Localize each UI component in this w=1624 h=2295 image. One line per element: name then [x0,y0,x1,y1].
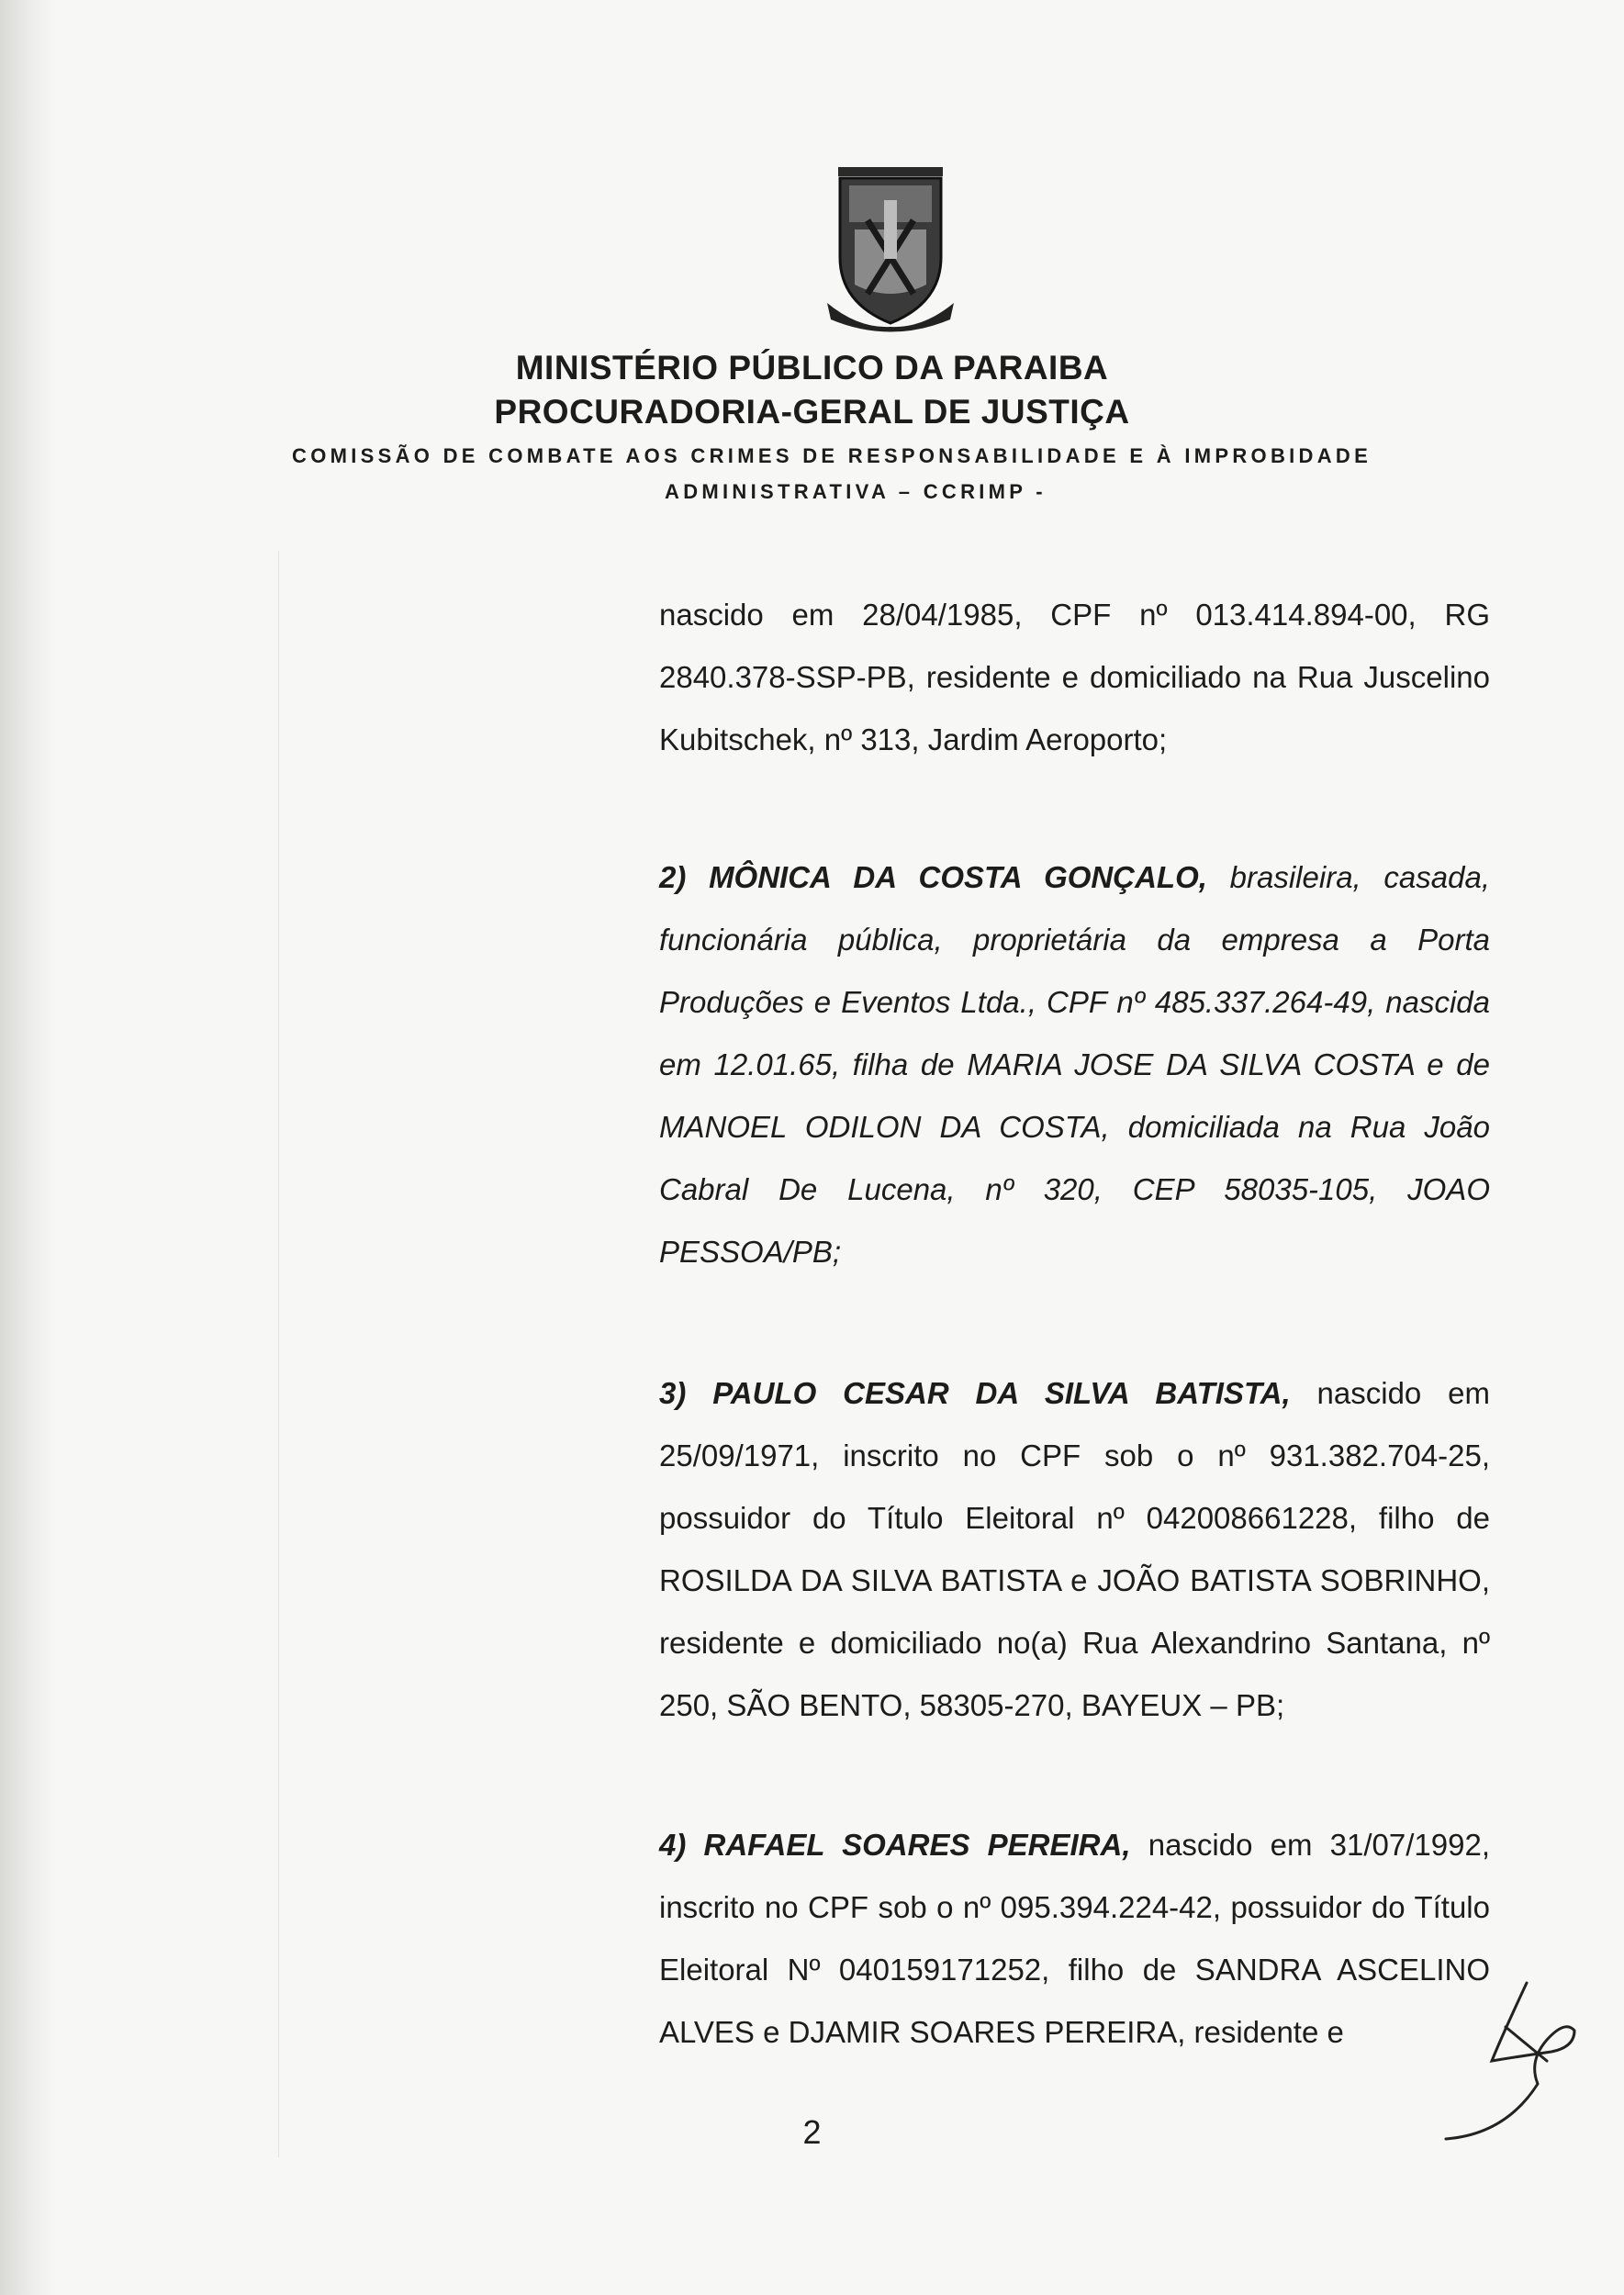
person-details-4: nascido em 31/07/1992, inscrito no CPF sob o nº 095.394.224-42, possuidor do Título Eleitoral Nº 040159171252, filho de SANDRA ASCELINO ALVES e DJAMIR SOARES PEREIRA, residente e [659,1828,1490,2049]
person-name-3: 3) PAULO CESAR DA SILVA BATISTA, [659,1376,1291,1410]
person-details-3: nascido em 25/09/1971, inscrito no CPF sob o nº 931.382.704-25, possuidor do Título Eleitoral nº 042008661228, filho de ROSILDA DA SILVA BATISTA e JOÃO BATISTA SOBRINHO, residente e domiciliado no(a) Rua Alexandrino Santana, nº 250, SÃO BENTO, 58305-270, BAYEUX – PB; [659,1376,1490,1722]
header-commission-line-2: ADMINISTRATIVA – CCRIMP - [665,480,1047,503]
page-number: 2 [802,2113,822,2151]
scan-margin-shadow [0,0,55,2295]
person-details-2: brasileira, casada, funcionária pública, proprietária da empresa a Porta Produções e Eventos Ltda., CPF nº 485.337.264-49, nascida em 12.01.65, filha de MARIA JOSE DA SILVA COSTA e de MANOEL ODILON DA COSTA, domiciliada na Rua João Cabral De Lucena, nº 320, CEP 58035-105, JOAO PESSOA/PB; [659,860,1491,1269]
paragraph-item-2 [659,846,1490,1283]
person-name-4: 4) RAFAEL SOARES PEREIRA, [659,1828,1131,1862]
paragraph-intro: nascido em 28/04/1985, CPF nº 013.414.894-00, RG 2840.378-SSP-PB, residente e domiciliado na Rua Juscelino Kubitschek, nº 313, Jardim Aeroporto; [659,598,1490,756]
person-name-2: 2) MÔNICA DA COSTA GONÇALO, [659,860,1207,894]
scan-fold-line [278,551,279,2157]
coat-of-arms-icon [822,165,959,340]
header-org-line-2: PROCURADORIA-GERAL DE JUSTIÇA [494,393,1130,431]
header-org-line-1: MINISTÉRIO PÚBLICO DA PARAIBA [515,349,1109,386]
paragraph-item-3 [659,1362,1490,1737]
paragraph-item-4 [659,1814,1490,2064]
header-commission-line-1: COMISSÃO DE COMBATE AOS CRIMES DE RESPONSABILIDADE E À IMPROBIDADE [292,444,1372,467]
signature-mark [1437,1974,1620,2148]
